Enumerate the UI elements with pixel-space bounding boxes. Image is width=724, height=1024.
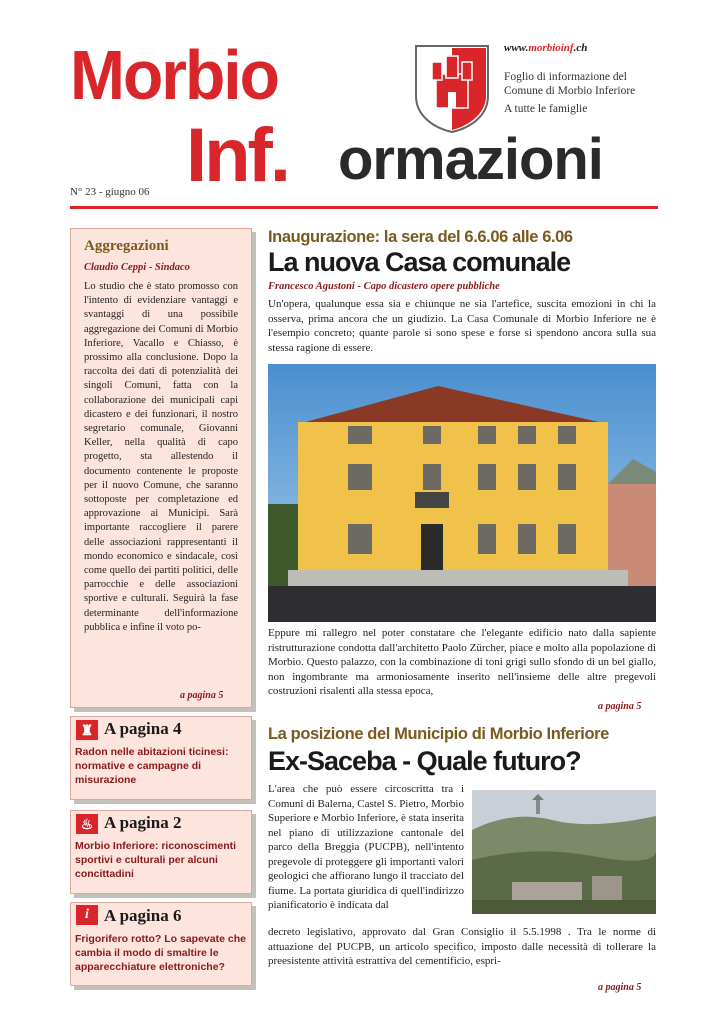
teaser-head: A pagina 4	[104, 719, 182, 738]
editorial-title: Aggregazioni	[84, 238, 169, 254]
editorial-text: Lo studio che è stato promosso con l'intento di evidenziare vantaggi e svantaggi di una possibile aggregazione dei Comuni di Morbio Inferiore, Vacallo e Chiasso, è prossimo alla conclusione. Dopo la raccolta dei dati di potenzialità dei singoli Comuni, fatta con la collaborazione dei municipali capi dicastero e dei funzionari, il nostro segretario comunale, Giovanni Keller, nella qualità di capo progetto, sta allestendo il documento contenente le proposte per il nuovo Comune, che saranno sottoposte per completazione ed approvazione ai Municipi. Sarà importante raccogliere il parere delle associazioni rappresentanti il mondo economico e sindacale, così come quello dei partiti politici, delle parrocchie e delle associazioni sportive e culturali. Seguirà la fase determinante dell'informazione pubblica e infine il voto po-	[84, 281, 238, 633]
info-icon: i	[76, 905, 98, 925]
article2-headline: Ex-Saceba - Quale futuro?	[268, 746, 581, 776]
article2-body-wrap: L'area che può essere circoscritta tra i Comuni di Balerna, Castel S. Pietro, Morbio Superiore e Morbio Inferiore, è stata inserita nel piano di utilizzazione cantonale del parco della Breggia (PUCPB), nell'intento pregevole di proteggere gli importanti valori geologici che affiorano lungo il tracciato del fiume. La portata giuridica di quell'indirizzo pianificatorio è indicata dal	[268, 783, 464, 911]
issue-number: N° 23 - giugno 06	[70, 186, 150, 198]
article1-byline: Francesco Agustoni - Capo dicastero opere pubbliche	[268, 281, 500, 292]
article1-headline: La nuova Casa comunale	[268, 247, 571, 277]
article2-body-full: decreto legislativo, approvato dal Gran Consiglio il 5.5.1998 . Tra le norme di attuazione del PUCPB, un articolo specifico, imposto dalle necessità di tollerare la preesistente attività estrattiva del cementificio, espri-	[268, 926, 656, 967]
logo-inf: Inf.	[186, 113, 288, 198]
website-link[interactable]: www.morbioinf.ch	[504, 42, 588, 54]
header-divider	[70, 206, 658, 209]
tagline: Foglio di informazione del Comune di Morbio Inferiore A tutte le famiglie	[504, 71, 636, 115]
teaser-head: A pagina 6	[104, 906, 182, 925]
quarry-photo	[472, 790, 656, 914]
article1-intro: Un'opera, qualunque essa sia e chiunque ne sia l'artefice, suscita emozioni in chi la osserva, prima ancora che un giudizio. La Casa Comunale di Morbio Inferiore ne è l'esempio concreto; quante parole si sono spese e forse si spendono ancora sulla sua stessa ragione di essere.	[268, 298, 656, 354]
shield-crest-icon	[414, 44, 490, 134]
teaser-text: Radon nelle abitazioni ticinesi: normative e campagne di misurazione	[75, 746, 229, 786]
castle-icon: ♜	[76, 720, 98, 740]
teaser-text: Morbio Inferiore: riconoscimenti sportivi e culturali per alcuni concittadini	[75, 840, 237, 880]
article2-kicker: La posizione del Municipio di Morbio Inferiore	[268, 725, 609, 743]
teaser-text: Frigorifero rotto? Lo sapevate che cambia il modo di smaltire le apparecchiature elettroniche?	[75, 933, 246, 973]
article1-kicker: Inaugurazione: la sera del 6.6.06 alle 6.06	[268, 228, 573, 246]
logo-morbio: Morbio	[70, 35, 278, 114]
article2-continue-link[interactable]: a pagina 5	[598, 982, 642, 993]
teaser-head: A pagina 2	[104, 813, 182, 832]
editorial-author: Claudio Ceppi - Sindaco	[84, 262, 190, 273]
article1-continue-link[interactable]: a pagina 5	[598, 701, 642, 712]
logo-ormazioni: ormazioni	[338, 127, 603, 192]
town-hall-photo	[268, 364, 656, 622]
article1-body: Eppure mi rallegro nel poter constatare che l'elegante edificio nato dalla sapiente ristrutturazione condotta dall'architetto Paolo Zürcher, piace e molto alla popolazione di Morbio. Questo palazzo, con la combinazione di toni grigi sullo sfondo di un bel giallo, non ingombrante ma armoniosamente inserito nell'insieme delle altre pregevoli costruzioni risalenti alla stessa epoca,	[268, 627, 656, 697]
flame-icon: ♨	[76, 814, 98, 834]
editorial-continue-link[interactable]: a pagina 5	[180, 690, 224, 701]
